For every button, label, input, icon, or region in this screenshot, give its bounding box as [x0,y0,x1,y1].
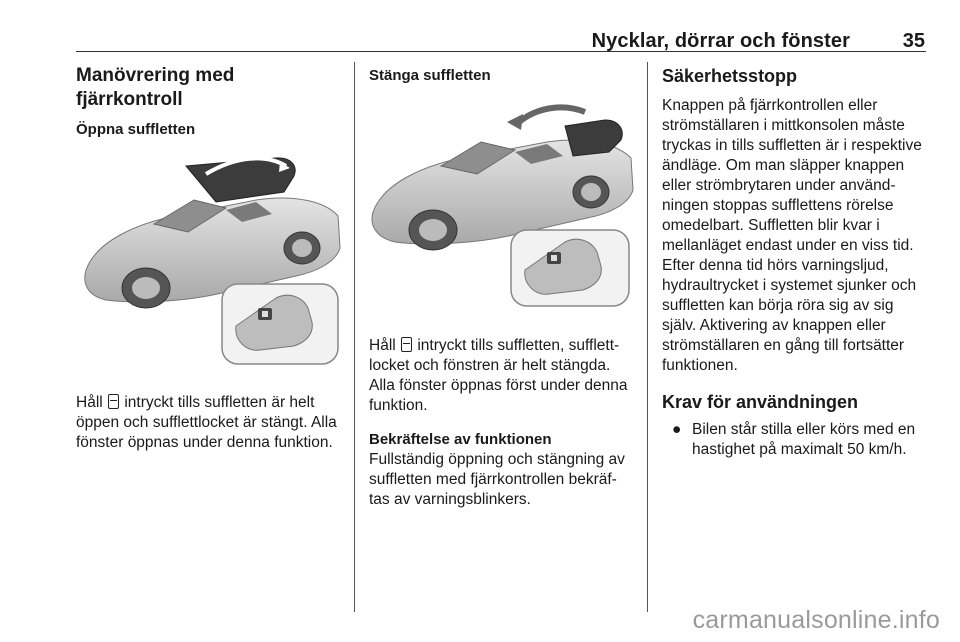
requirements-list [662,420,930,460]
requirements-heading: Krav för användningen [662,392,859,412]
instruction-open-text: intryckt tills suffletten är helt öppen och sufflettlocket är stängt. Alla fönster öppnas under denna funktion. [76,394,337,451]
instruction-close-text: intryckt tills suffletten, sufflett-locket och fönstren är helt stängda. Alla fönster öppnas först under denna funktion. [369,337,628,414]
confirm-heading: Bekräftelse av funktionen [369,431,552,448]
column-divider-1 [354,62,355,612]
subheading-close-roof: Stänga suffletten [369,67,491,84]
column-2 [369,62,635,510]
bullet-marker: ● [672,421,682,438]
column-3 [662,62,930,460]
illustration-open-roof [76,152,342,380]
instruction-open-prefix: Håll [76,394,103,411]
confirm-text: Fullständig öppning och stängning av suffletten med fjärrkontrollen bekräf-tas av varningsblinkers. [369,451,625,508]
instruction-close-roof [369,336,635,416]
instruction-open-roof [76,393,344,453]
illustration-close-roof [369,100,635,312]
car-close-roof-illustration [369,100,635,312]
watermark: carmanualsonline.info [692,606,940,634]
car-open-roof-illustration [76,152,342,380]
header-rule [76,51,926,52]
roof-button-icon [401,337,412,352]
chapter-title: Nycklar, dörrar och fönster [591,30,850,52]
subheading-open-roof: Öppna suffletten [76,121,196,138]
column-divider-2 [647,62,648,612]
list-item [662,420,930,460]
list-item-text: Bilen står stilla eller körs med en hastighet på maximalt 50 km/h. [692,421,916,458]
safety-stop-heading: Säkerhetsstopp [662,66,798,86]
instruction-close-prefix: Håll [369,337,396,354]
column-1 [76,62,344,453]
roof-button-icon [108,394,119,409]
safety-stop-text: Knappen på fjärrkontrollen eller strömställaren i mittkonsolen måste tryckas in tills suffletten är i respektive ändläge. Om man släpper knappen eller strömbrytaren under använd-ningen stoppas sufflettens rörelse omedelbart. Suffletten blir kvar i mellanläget endast under en viss tid. Efter denna tid hörs varningsljud, hydraultrycket i systemet sjunker och suffletten kan börja röra sig av sig själv. Aktivering av knappen eller strömställaren en gång till fortsätter funktionen. [662,97,922,374]
section-heading: Manövrering med fjärrkontroll [76,65,235,110]
page-number: 35 [902,30,925,52]
